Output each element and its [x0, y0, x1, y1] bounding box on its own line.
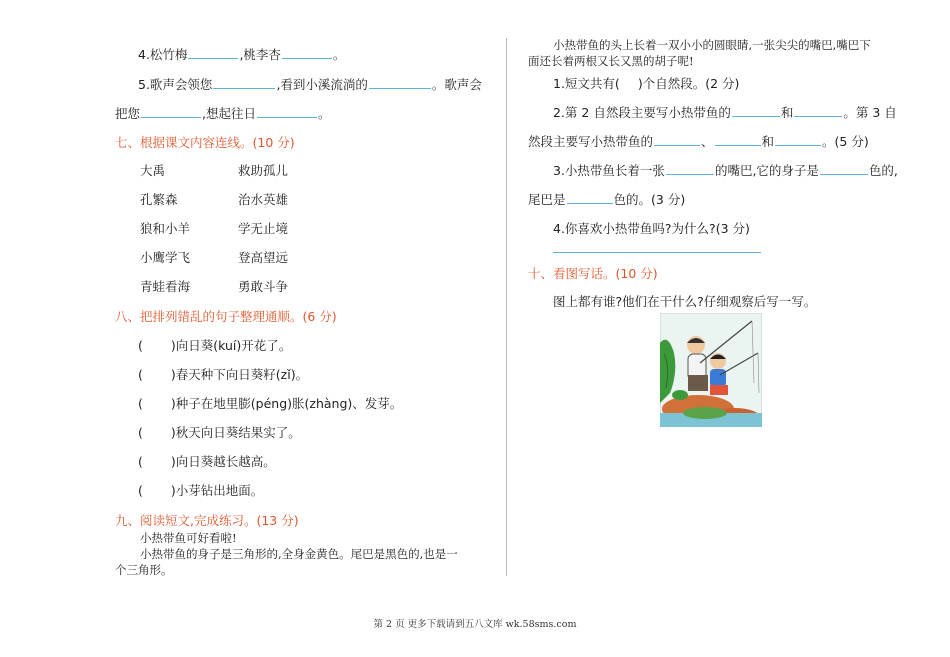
question-3-line-2: 尾巴是 色的。(3 分): [528, 192, 686, 207]
blank[interactable]: [732, 104, 780, 117]
fishing-illustration: [660, 313, 762, 427]
match-left-5[interactable]: 青蛙看海: [140, 279, 191, 294]
blank[interactable]: [775, 133, 821, 146]
blank[interactable]: [666, 162, 714, 175]
blank[interactable]: [820, 162, 868, 175]
blank[interactable]: [257, 105, 317, 118]
section-9-title: 九、阅读短文,完成练习。(13 分): [115, 513, 299, 528]
order-item-4: ( )秋天向日葵结果实了。: [138, 425, 301, 440]
question-4: 4.你喜欢小热带鱼吗?为什么?(3 分): [553, 221, 750, 236]
question-1: 1.短文共有( )个自然段。(2 分): [553, 76, 740, 91]
picture-prompt: 图上都有谁?他们在干什么?仔细观察后写一写。: [553, 294, 817, 309]
section-7-title: 七、根据课文内容连线。(10 分): [115, 135, 295, 150]
blank[interactable]: [567, 191, 613, 204]
question-2-line-1: 2.第 2 自然段主要写小热带鱼的 和 。第 3 自: [553, 105, 897, 120]
order-item-2: ( )春天种下向日葵籽(zǐ)。: [138, 367, 309, 382]
q5-line-2: 把您 ,想起往日 。: [115, 106, 331, 121]
q4-songzhumei: 4.松竹梅 ,桃李杏 。: [138, 47, 346, 62]
answer-line[interactable]: [553, 252, 761, 253]
match-left-4[interactable]: 小鹰学飞: [140, 250, 191, 265]
order-item-6: ( )小芽钻出地面。: [138, 483, 264, 498]
passage-line-2: 小热带鱼的身子是三角形的,全身金黄色。尾巴是黑色的,也是一: [140, 547, 458, 561]
order-item-5: ( )向日葵越长越高。: [138, 454, 276, 469]
match-left-2[interactable]: 孔繁森: [140, 192, 178, 207]
match-right-2[interactable]: 治水英雄: [238, 192, 289, 207]
order-item-1: ( )向日葵(kuí)开花了。: [138, 338, 292, 353]
question-3-line-1: 3.小热带鱼长着一张 的嘴巴,它的身子是 色的,: [553, 163, 898, 178]
blank[interactable]: [188, 46, 238, 59]
q5-line-1: 5.歌声会领您 ,看到小溪流淌的 。歌声会: [138, 77, 482, 92]
match-right-4[interactable]: 登高望远: [238, 250, 289, 265]
question-2-line-2: 然段主要写小热带鱼的 、 和 。(5 分): [528, 134, 869, 149]
section-10-title: 十、看图写话。(10 分): [528, 266, 658, 281]
blank[interactable]: [213, 76, 275, 89]
passage-line-3: 个三角形。: [115, 563, 173, 577]
match-right-3[interactable]: 学无止境: [238, 221, 289, 236]
blank[interactable]: [369, 76, 431, 89]
blank[interactable]: [282, 46, 332, 59]
match-left-3[interactable]: 狼和小羊: [140, 221, 191, 236]
column-divider: [506, 38, 507, 576]
blank[interactable]: [794, 104, 842, 117]
match-right-5[interactable]: 勇敢斗争: [238, 279, 289, 294]
blank[interactable]: [141, 105, 201, 118]
match-left-1[interactable]: 大禹: [140, 163, 166, 178]
passage-line-5: 面还长着两根又长又黑的胡子呢!: [528, 54, 694, 68]
section-8-title: 八、把排列错乱的句子整理通顺。(6 分): [115, 309, 337, 324]
match-right-1[interactable]: 救助孤儿: [238, 163, 289, 178]
blank[interactable]: [654, 133, 700, 146]
order-item-3: ( )种子在地里膨(péng)胀(zhàng)、发芽。: [138, 396, 403, 411]
blank[interactable]: [715, 133, 761, 146]
passage-line-4: 小热带鱼的头上长着一双小小的圆眼睛,一张尖尖的嘴巴,嘴巴下: [553, 38, 871, 52]
page-footer: 第 2 页 更多下载请到五八文库 wk.58sms.com: [373, 619, 577, 630]
passage-line-1: 小热带鱼可好看啦!: [140, 531, 237, 545]
